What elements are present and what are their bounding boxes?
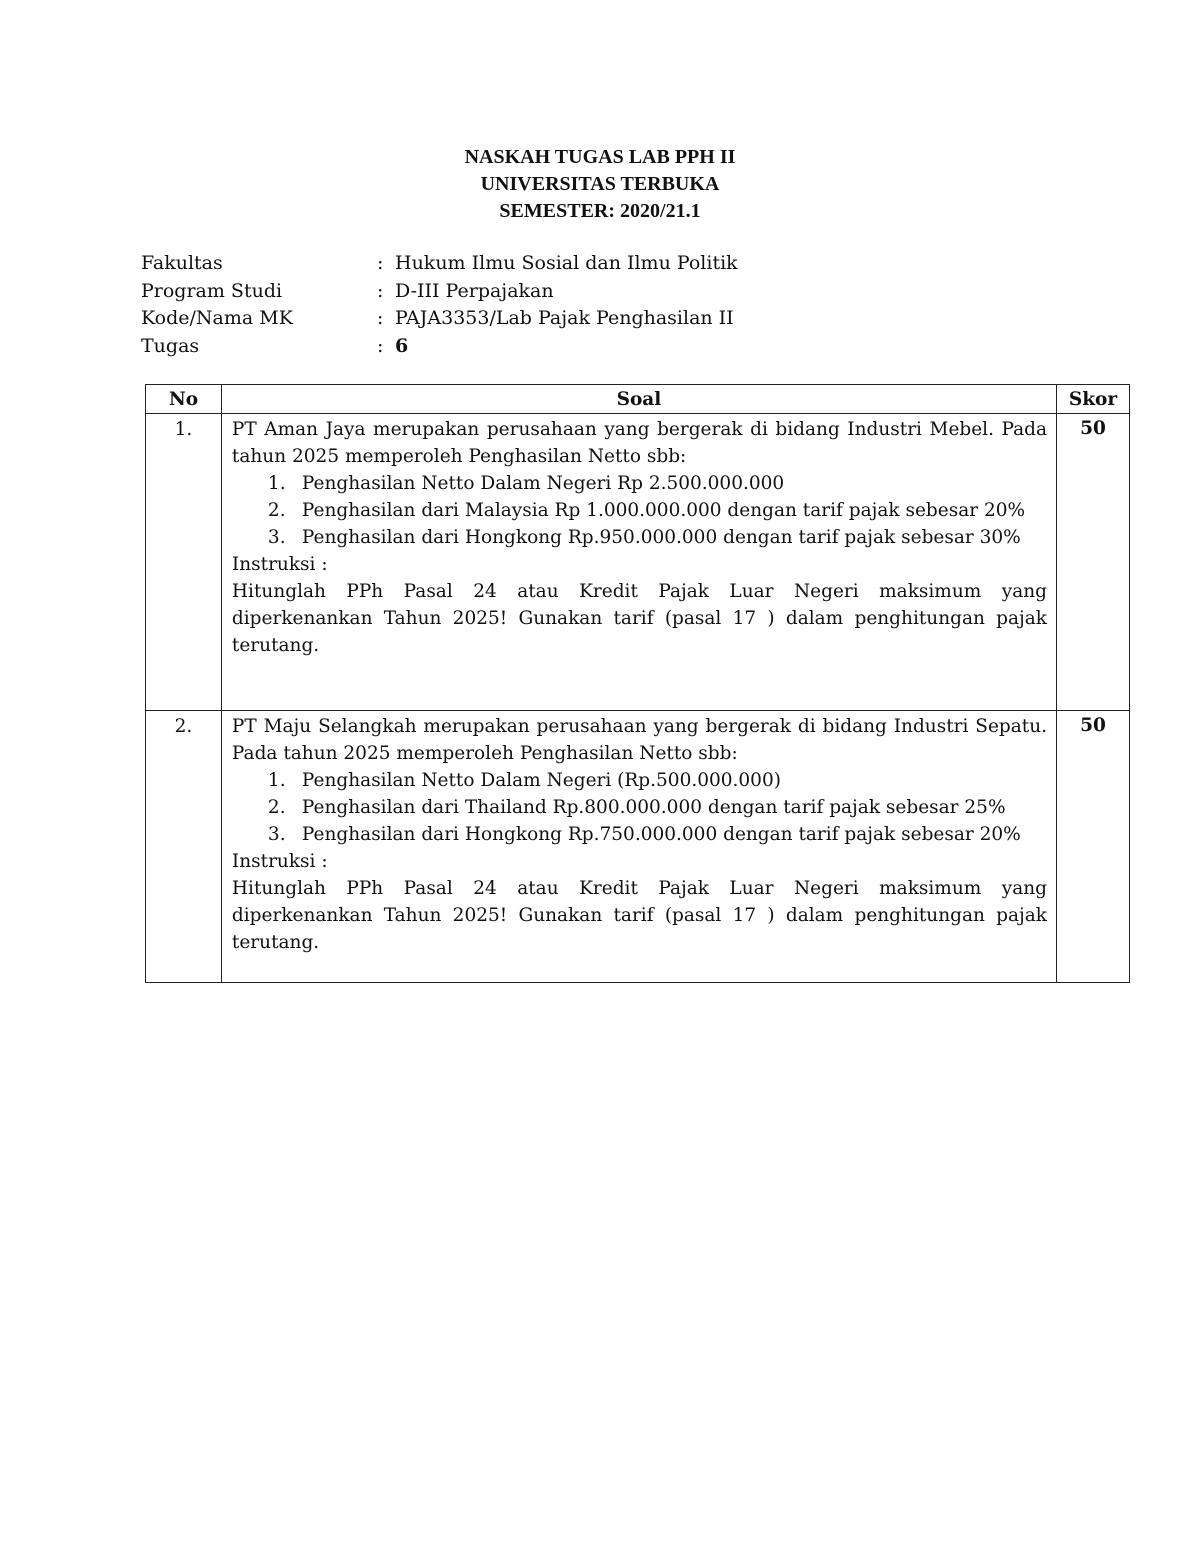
title-line-2: UNIVERSITAS TERBUKA — [480, 173, 720, 195]
list-item-number: 1. — [267, 770, 286, 791]
header-no: No — [146, 385, 222, 414]
header-soal: Soal — [221, 385, 1056, 414]
meta-label: Program Studi — [141, 279, 283, 302]
title-line-1: NASKAH TUGAS LAB PPH II — [464, 146, 736, 168]
instruction-label: Instruksi : — [231, 554, 328, 575]
meta-row-fakultas — [141, 250, 738, 278]
income-list — [232, 470, 1047, 551]
list-item-text: Penghasilan dari Malaysia Rp 1.000.000.000 dengan tarif pajak sebesar 20% — [301, 500, 1026, 521]
question-intro: PT Maju Selangkah merupakan perusahaan yang bergerak di bidang Industri Sepatu. Pada tahun 2025 memperoleh Penghasilan Netto sbb: — [231, 716, 1048, 764]
list-item — [267, 794, 1047, 821]
meta-row-kode-mk — [141, 305, 738, 333]
title-line-3: SEMESTER: 2020/21.1 — [499, 200, 701, 222]
list-item-text: Penghasilan dari Hongkong Rp.950.000.000 dengan tarif pajak sebesar 30% — [301, 527, 1021, 548]
meta-label: Tugas — [141, 334, 200, 357]
income-list — [232, 767, 1047, 848]
list-item-text: Penghasilan dari Hongkong Rp.750.000.000 dengan tarif pajak sebesar 20% — [301, 824, 1021, 845]
table-row — [146, 414, 1130, 711]
meta-row-program-studi — [141, 278, 738, 306]
meta-value: Hukum Ilmu Sosial dan Ilmu Politik — [395, 252, 738, 274]
table-header-row — [146, 385, 1130, 414]
meta-colon: : — [377, 334, 384, 357]
list-item-number: 2. — [267, 797, 286, 818]
instruction-text: Hitunglah PPh Pasal 24 atau Kredit Pajak Luar Negeri maksimum yang diperkenankan Tahun 2025! Gunakan tarif (pasal 17 ) dalam penghitungan pajak terutang. — [231, 878, 1048, 953]
list-item — [267, 524, 1047, 551]
meta-colon: : — [377, 252, 384, 274]
question-number: 1. — [146, 414, 222, 711]
instruction-label: Instruksi : — [231, 851, 328, 872]
question-score: 50 — [1057, 711, 1130, 983]
meta-label: Kode/Nama MK — [141, 307, 293, 329]
meta-value: PAJA3353/Lab Pajak Penghasilan II — [395, 307, 734, 329]
meta-colon: : — [377, 279, 384, 302]
question-intro: PT Aman Jaya merupakan perusahaan yang bergerak di bidang Industri Mebel. Pada tahun 2025 memperoleh Penghasilan Netto sbb: — [231, 419, 1048, 467]
meta-value: D-III Perpajakan — [395, 279, 554, 302]
instruction-text: Hitunglah PPh Pasal 24 atau Kredit Pajak Luar Negeri maksimum yang diperkenankan Tahun 2025! Gunakan tarif (pasal 17 ) dalam penghitungan pajak terutang. — [231, 581, 1048, 656]
list-item-text: Penghasilan dari Thailand Rp.800.000.000 dengan tarif pajak sebesar 25% — [301, 797, 1006, 818]
meta-colon: : — [377, 307, 384, 329]
header-skor: Skor — [1057, 385, 1130, 414]
list-item — [267, 821, 1047, 848]
list-item — [267, 767, 1047, 794]
question-text — [221, 711, 1056, 983]
question-text — [221, 414, 1056, 711]
list-item-number: 1. — [267, 473, 286, 494]
list-item-number: 3. — [267, 527, 286, 548]
list-item-number: 3. — [267, 824, 286, 845]
table-row — [146, 711, 1130, 983]
question-score: 50 — [1057, 414, 1130, 711]
meta-row-tugas — [141, 333, 738, 361]
meta-value-tugas-number: 6 — [395, 334, 409, 357]
list-item-text: Penghasilan Netto Dalam Negeri (Rp.500.000.000) — [301, 770, 781, 791]
list-item — [267, 497, 1047, 524]
list-item-text: Penghasilan Netto Dalam Negeri Rp 2.500.000.000 — [301, 473, 785, 494]
course-info — [141, 250, 738, 360]
meta-label: Fakultas — [141, 252, 223, 274]
task-table — [145, 384, 1130, 983]
list-item-number: 2. — [267, 500, 286, 521]
question-number: 2. — [146, 711, 222, 983]
list-item — [267, 470, 1047, 497]
document-title — [0, 144, 1200, 225]
